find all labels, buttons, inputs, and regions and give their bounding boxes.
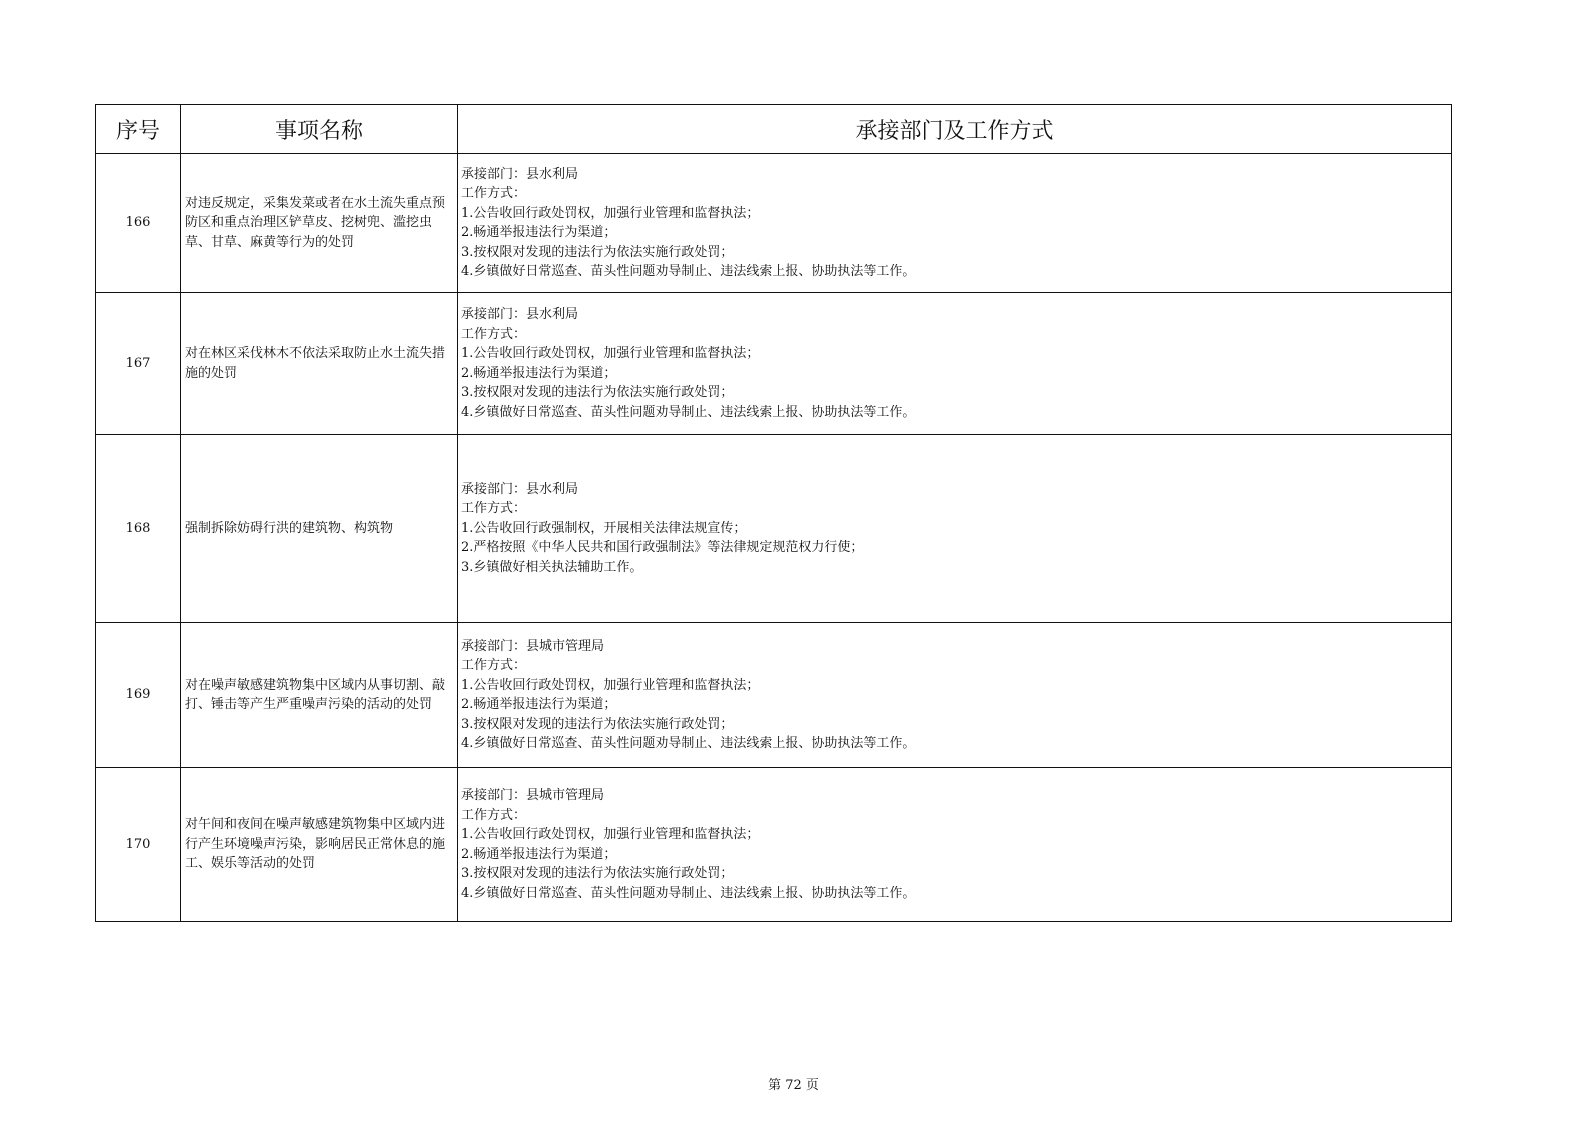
row-index: 167: [96, 293, 181, 435]
row-matter-name: 对在噪声敏感建筑物集中区域内从事切割、敲打、锤击等产生严重噪声污染的活动的处罚: [181, 623, 458, 768]
method-item: 4.乡镇做好日常巡查、苗头性问题劝导制止、违法线索上报、协助执法等工作。: [461, 736, 916, 751]
method-item: 3.按权限对发现的违法行为依法实施行政处罚；: [461, 716, 734, 732]
method-item: 4.乡镇做好日常巡查、苗头性问题劝导制止、违法线索上报、协助执法等工作。: [461, 404, 916, 420]
method-item: 1.公告收回行政强制权，开展相关法律法规宣传；: [461, 520, 747, 536]
row-matter-name: 对午间和夜间在噪声敏感建筑物集中区域内进行产生环境噪声污染，影响居民正常休息的施工、娱乐等活动的处罚: [181, 768, 458, 922]
table-row: [96, 154, 1452, 293]
method-item: 3.按权限对发现的违法行为依法实施行政处罚；: [461, 866, 734, 881]
method-item: 2.畅通举报违法行为渠道；: [461, 225, 617, 240]
dept-line: 承接部门：县城市管理局: [461, 638, 605, 654]
dept-line: 承接部门：县水利局: [461, 307, 579, 322]
table-row: [96, 293, 1452, 435]
row-dept-method: [458, 154, 1452, 293]
table-row: [96, 623, 1452, 768]
method-item: 3.按权限对发现的违法行为依法实施行政处罚；: [461, 244, 734, 260]
row-matter-name: 强制拆除妨碍行洪的建筑物、构筑物: [181, 435, 458, 623]
row-dept-method: [458, 293, 1452, 435]
method-item: 2.畅通举报违法行为渠道；: [461, 697, 617, 712]
row-index: 166: [96, 154, 181, 293]
matter-table: [95, 104, 1452, 922]
method-item: 2.严格按照《中华人民共和国行政强制法》等法律规定规范权力行使；: [461, 540, 864, 556]
method-item: 4.乡镇做好日常巡查、苗头性问题劝导制止、违法线索上报、协助执法等工作。: [461, 885, 916, 901]
method-item: 2.畅通举报违法行为渠道；: [461, 846, 617, 862]
dept-line: 承接部门：县水利局: [461, 166, 579, 182]
table-row: [96, 768, 1452, 922]
row-dept-method: [458, 435, 1452, 623]
method-item: 2.畅通举报违法行为渠道；: [461, 365, 617, 381]
method-item: 3.按权限对发现的违法行为依法实施行政处罚；: [461, 385, 734, 400]
dept-line: 承接部门：县水利局: [461, 481, 579, 497]
row-index: 168: [96, 435, 181, 623]
method-item: 1.公告收回行政处罚权，加强行业管理和监督执法；: [461, 346, 760, 361]
method-heading: 工作方式：: [461, 501, 527, 517]
method-item: 1.公告收回行政处罚权，加强行业管理和监督执法；: [461, 827, 760, 842]
row-dept-method: [458, 623, 1452, 768]
row-index: 170: [96, 768, 181, 922]
method-heading: 工作方式：: [461, 658, 527, 673]
method-heading: 工作方式：: [461, 186, 527, 201]
method-heading: 工作方式：: [461, 326, 527, 342]
method-heading: 工作方式：: [461, 807, 527, 823]
method-item: 4.乡镇做好日常巡查、苗头性问题劝导制止、违法线索上报、协助执法等工作。: [461, 264, 916, 279]
method-item: 3.乡镇做好相关执法辅助工作。: [461, 559, 643, 575]
row-dept-method: [458, 768, 1452, 922]
row-index: 169: [96, 623, 181, 768]
header-dept: 承接部门及工作方式: [458, 105, 1452, 154]
header-name: 事项名称: [181, 105, 458, 154]
matter-table-sheet: [95, 104, 1451, 922]
method-item: 1.公告收回行政处罚权，加强行业管理和监督执法；: [461, 677, 760, 693]
row-matter-name: 对在林区采伐林木不依法采取防止水土流失措施的处罚: [181, 293, 458, 435]
row-matter-name: 对违反规定，采集发菜或者在水土流失重点预防区和重点治理区铲草皮、挖树兜、滥挖虫草、甘草、麻黄等行为的处罚: [181, 154, 458, 293]
dept-line: 承接部门：县城市管理局: [461, 788, 605, 803]
page-number: 第 72 页: [768, 1078, 819, 1093]
table-row: [96, 435, 1452, 623]
method-item: 1.公告收回行政处罚权，加强行业管理和监督执法；: [461, 205, 760, 221]
table-header-row: [96, 105, 1452, 154]
header-index: 序号: [96, 105, 181, 154]
